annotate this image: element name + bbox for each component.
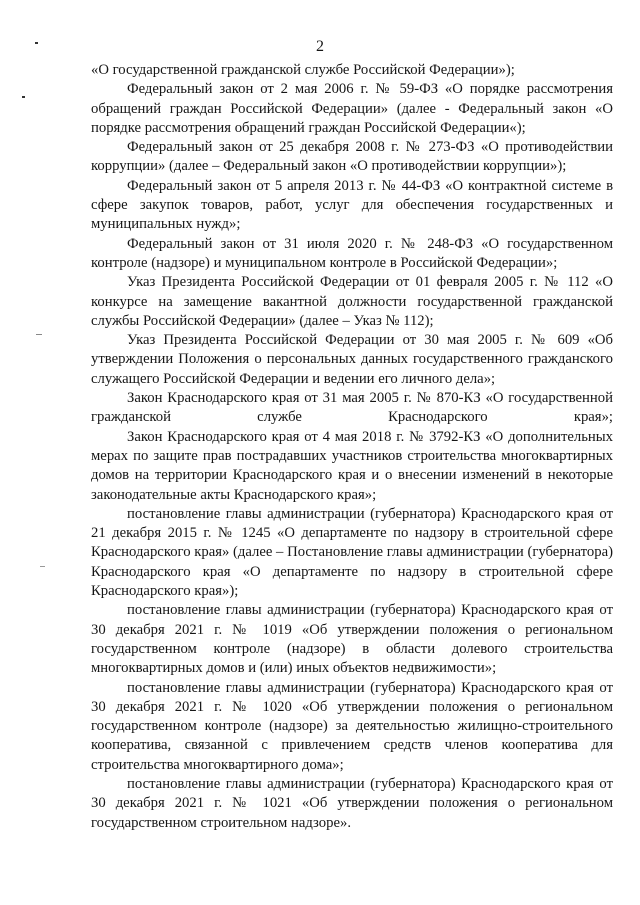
- paragraph-1: «О государственной гражданской службе Российской Федерации»);: [91, 62, 515, 78]
- scan-mark: [35, 42, 38, 44]
- paragraph-2: Федеральный закон от 2 мая 2006 г. № 59-ФЗ «О порядке рассмотрения обращений граждан Российской Федерации» (далее - Федеральный закон «О порядке рассмотрения обращений граждан Российской Федерации«);: [91, 81, 613, 136]
- paragraph-11: постановление главы администрации (губернатора) Краснодарского края от 30 декабря 2021 г. № 1019 «Об утверждении положения о региональном государственном контроле (надзоре) в области долевого строительства многоквартирных домов и (или) иных объектов недвижимости»;: [91, 602, 613, 677]
- document-body: [91, 61, 613, 833]
- paragraph-10: постановление главы администрации (губернатора) Краснодарского края от 21 декабря 2015 г. № 1245 «О департаменте по надзору в строительной сфере Краснодарского края» (далее – Постановление главы администрации (губернатора) Краснодарского края «О департаменте по надзору в строительной сфере Краснодарского края»);: [91, 505, 613, 600]
- page-number: 2: [316, 38, 324, 55]
- scan-mark: [40, 566, 45, 567]
- scan-mark: [22, 96, 25, 98]
- scan-mark: [36, 334, 42, 335]
- paragraph-6: Указ Президента Российской Федерации от 01 февраля 2005 г. № 112 «О конкурсе на замещение вакантной должности государственной гражданской службы Российской Федерации» (далее – Указ № 112);: [91, 274, 613, 329]
- paragraph-8: Закон Краснодарского края от 31 мая 2005 г. № 870-КЗ «О государственной гражданской службе Краснодарского края»;: [91, 390, 613, 426]
- paragraph-9: Закон Краснодарского края от 4 мая 2018 г. № 3792-КЗ «О дополнительных мерах по защите прав пострадавших участников строительства многоквартирных домов на территории Краснодарского края и о внесении изменений в некоторые законодательные акты Краснодарского края»;: [91, 428, 613, 503]
- paragraph-4: Федеральный закон от 5 апреля 2013 г. № 44-ФЗ «О контрактной системе в сфере закупок товаров, работ, услуг для обеспечения государственных и муниципальных нужд»;: [91, 177, 613, 233]
- paragraph-7: Указ Президента Российской Федерации от 30 мая 2005 г. № 609 «Об утверждении Положения о персональных данных государственного гражданского служащего Российской Федерации и ведении его личного дела»;: [91, 332, 613, 387]
- paragraph-13: постановление главы администрации (губернатора) Краснодарского края от 30 декабря 2021 г. № 1021 «Об утверждении положения о региональном государственном строительном надзоре».: [91, 775, 613, 831]
- paragraph-3: Федеральный закон от 25 декабря 2008 г. № 273-ФЗ «О противодействии коррупции» (далее – Федеральный закон «О противодействии коррупции»);: [91, 139, 613, 175]
- paragraph-5: Федеральный закон от 31 июля 2020 г. № 248-ФЗ «О государственном контроле (надзоре) и муниципальном контроле в Российской Федерации»;: [91, 235, 613, 271]
- paragraph-12: постановление главы администрации (губернатора) Краснодарского края от 30 декабря 2021 г. № 1020 «Об утверждении положения о региональном государственном контроле (надзоре) за деятельностью жилищно-строительного кооператива, связанной с привлечением средств членов кооператива для строительства многоквартирного дома»;: [91, 679, 613, 773]
